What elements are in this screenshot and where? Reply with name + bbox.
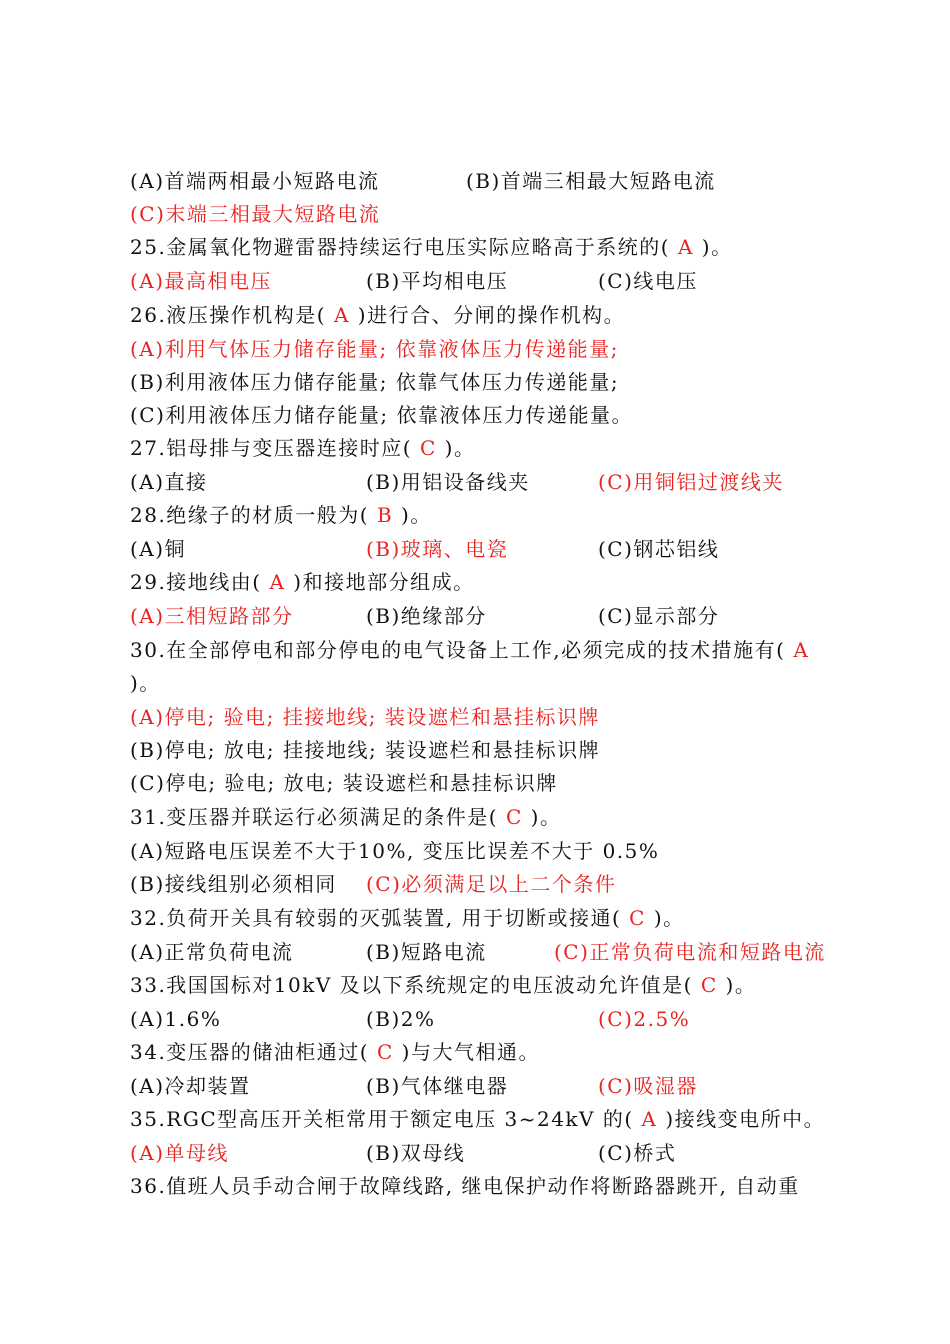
q28-option-a: (A)铜 [130, 537, 187, 561]
q31-option-b: (B)接线组别必须相同 [130, 872, 337, 896]
q26-stem: 26.液压操作机构是( [130, 303, 327, 327]
q31-stem-end: )。 [530, 805, 562, 829]
q32-option-a: (A)正常负荷电流 [130, 940, 294, 964]
q34-option-a: (A)冷却装置 [130, 1074, 251, 1098]
q34-question [130, 1037, 540, 1069]
q36-question: 36.值班人员手动合闸于故障线路, 继电保护动作将断路器跳开, 自动重 [130, 1174, 800, 1198]
q33-stem: 33.我国国标对10kV 及以下系统规定的电压波动允许值是( [130, 973, 693, 997]
q30-option-b: (B)停电; 放电; 挂接地线; 装设遮栏和悬挂标识牌 [130, 738, 601, 762]
q28-stem: 28.绝缘子的材质一般为( [130, 503, 370, 527]
q25-question [130, 232, 733, 264]
q34-option-b: (B)气体继电器 [366, 1074, 509, 1098]
q32-option-c: (C)正常负荷电流和短路电流 [554, 940, 826, 964]
q24-option-b: (B)首端三相最大短路电流 [466, 169, 716, 193]
q30-stem-end: )。 [130, 671, 161, 695]
q25-option-c: (C)线电压 [598, 269, 698, 293]
q30-option-c: (C)停电; 验电; 放电; 装设遮栏和悬挂标识牌 [130, 771, 558, 795]
q25-stem: 25.金属氧化物避雷器持续运行电压实际应略高于系统的( [130, 235, 671, 259]
q35-answer: A [633, 1107, 666, 1131]
q32-stem: 32.负荷开关具有较弱的灭弧装置, 用于切断或接通( [130, 906, 622, 930]
q28-option-c: (C)钢芯铝线 [598, 537, 720, 561]
q29-question [130, 567, 475, 599]
q25-option-a: (A)最高相电压 [130, 269, 273, 293]
q28-answer: B [369, 503, 402, 527]
q25-answer: A [670, 235, 702, 259]
q25-option-b: (B)平均相电压 [366, 269, 509, 293]
q30-option-a: (A)停电; 验电; 挂接地线; 装设遮栏和悬挂标识牌 [130, 705, 600, 729]
q27-option-b: (B)用铝设备线夹 [366, 470, 530, 494]
q31-stem: 31.变压器并联运行必须满足的条件是( [130, 805, 499, 829]
q27-option-a: (A)直接 [130, 470, 208, 494]
q29-stem: 29.接地线由( [130, 570, 262, 594]
q34-option-c: (C)吸湿器 [598, 1074, 698, 1098]
q27-question [130, 433, 475, 465]
q31-option-a: (A)短路电压误差不大于10%, 变压比误差不大于 0.5% [130, 839, 660, 863]
q33-option-a: (A)1.6% [130, 1007, 222, 1031]
q32-stem-end: )。 [653, 906, 685, 930]
q31-question [130, 802, 561, 834]
q29-answer: A [261, 570, 294, 594]
q28-stem-end: )。 [401, 503, 432, 527]
q34-stem-end: )与大气相通。 [401, 1040, 540, 1064]
q24-option-c: (C)末端三相最大短路电流 [130, 202, 381, 226]
q34-stem: 34.变压器的储油柜通过( [130, 1040, 370, 1064]
q33-stem-end: )。 [725, 973, 757, 997]
q29-stem-end: )和接地部分组成。 [293, 570, 475, 594]
q26-option-c: (C)利用液体压力储存能量; 依靠液体压力传递能量。 [130, 403, 634, 427]
q27-option-c: (C)用铜铝过渡线夹 [598, 470, 784, 494]
q35-stem: 35.RGC型高压开关柜常用于额定电压 3~24kV 的( [130, 1107, 634, 1131]
q28-question [130, 500, 432, 532]
q31-option-c: (C)必须满足以上二个条件 [366, 872, 617, 896]
q30-stem: 30.在全部停电和部分停电的电气设备上工作,必须完成的技术措施有( [130, 638, 786, 662]
q30-answer: A [785, 638, 810, 662]
q32-answer: C [621, 906, 654, 930]
q33-option-b: (B)2% [366, 1007, 436, 1031]
q30-question [130, 635, 809, 667]
q32-question [130, 903, 685, 935]
q26-stem-end: )进行合、分闸的操作机构。 [357, 303, 626, 327]
q27-answer: C [412, 436, 445, 460]
q35-question [130, 1104, 825, 1136]
q29-option-c: (C)显示部分 [598, 604, 720, 628]
q33-option-c: (C)2.5% [598, 1007, 691, 1031]
q35-option-c: (C)桥式 [598, 1141, 677, 1165]
q25-stem-end: )。 [701, 235, 733, 259]
q35-option-a: (A)单母线 [130, 1141, 230, 1165]
q33-question [130, 970, 756, 1002]
q26-question [130, 300, 625, 332]
q27-stem-end: )。 [444, 436, 476, 460]
q26-option-b: (B)利用液体压力储存能量; 依靠气体压力传递能量; [130, 370, 620, 394]
q28-option-b: (B)玻璃、电瓷 [366, 537, 509, 561]
q31-answer: C [498, 805, 531, 829]
q35-option-b: (B)双母线 [366, 1141, 466, 1165]
q35-stem-end: )接线变电所中。 [665, 1107, 826, 1131]
q26-option-a: (A)利用气体压力储存能量; 依靠液体压力传递能量; [130, 337, 619, 361]
q26-answer: A [326, 303, 358, 327]
q34-answer: C [369, 1040, 402, 1064]
q32-option-b: (B)短路电流 [366, 940, 487, 964]
q29-option-a: (A)三相短路部分 [130, 604, 294, 628]
q29-option-b: (B)绝缘部分 [366, 604, 487, 628]
q33-answer: C [692, 973, 726, 997]
q27-stem: 27.铝母排与变压器连接时应( [130, 436, 413, 460]
q24-option-a: (A)首端两相最小短路电流 [130, 169, 380, 193]
